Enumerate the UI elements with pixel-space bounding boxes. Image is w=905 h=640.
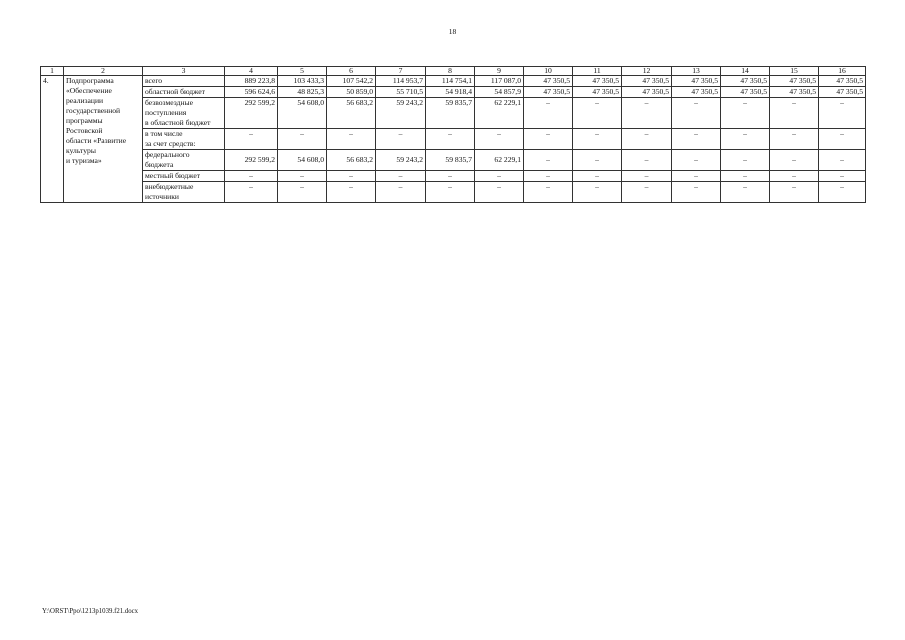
table-row — [41, 87, 866, 98]
value-cell: – — [770, 98, 819, 129]
value-cell: 107 542,2 — [327, 76, 376, 87]
column-header: 12 — [622, 67, 672, 76]
value-cell: – — [721, 98, 770, 129]
page-number: 18 — [448, 27, 457, 36]
value-cell: 54 857,9 — [475, 87, 524, 98]
column-header: 5 — [278, 67, 327, 76]
value-cell: – — [524, 150, 573, 171]
funding-source-label-line: за счет средств: — [145, 139, 196, 148]
column-header: 2 — [64, 67, 143, 76]
value-cell: 47 350,5 — [721, 76, 770, 87]
value-cell: – — [770, 182, 819, 203]
subprogram-name-line: государственной — [66, 106, 121, 115]
value-cell: 47 350,5 — [672, 76, 721, 87]
column-header: 3 — [143, 67, 225, 76]
budget-table — [40, 66, 866, 203]
value-cell: 47 350,5 — [524, 87, 573, 98]
file-path-footer: Y:\ORST\Ppo\1213p1039.f21.docx — [42, 608, 139, 615]
column-header: 1 — [41, 67, 64, 76]
value-cell: 55 710,5 — [376, 87, 426, 98]
funding-source-label: областной бюджет — [143, 87, 225, 98]
value-cell: – — [672, 182, 721, 203]
value-cell: 47 350,5 — [770, 87, 819, 98]
value-cell: 47 350,5 — [622, 87, 672, 98]
value-cell: – — [475, 129, 524, 150]
funding-source-label-line: в том числе — [145, 129, 183, 138]
column-header: 15 — [770, 67, 819, 76]
table-row — [41, 171, 866, 182]
subprogram-name-line: Подпрограмма — [66, 76, 114, 85]
value-cell: – — [278, 171, 327, 182]
value-cell: 59 243,2 — [376, 150, 426, 171]
value-cell: – — [573, 98, 622, 129]
value-cell: – — [376, 171, 426, 182]
value-cell: – — [622, 98, 672, 129]
value-cell: – — [278, 129, 327, 150]
subprogram-name-line: области «Развитие — [66, 136, 127, 145]
subprogram-name-line: «Обеспечение — [66, 86, 112, 95]
value-cell: – — [524, 129, 573, 150]
value-cell: 47 350,5 — [524, 76, 573, 87]
value-cell: – — [327, 171, 376, 182]
value-cell: – — [622, 150, 672, 171]
value-cell: 47 350,5 — [573, 87, 622, 98]
funding-source-label — [143, 98, 225, 129]
value-cell: – — [770, 150, 819, 171]
value-cell: – — [524, 182, 573, 203]
value-cell: 292 599,2 — [225, 150, 278, 171]
value-cell: – — [225, 171, 278, 182]
value-cell: – — [524, 171, 573, 182]
value-cell: 47 350,5 — [622, 76, 672, 87]
column-header: 7 — [376, 67, 426, 76]
value-cell: 56 683,2 — [327, 98, 376, 129]
value-cell: – — [672, 98, 721, 129]
value-cell: – — [721, 182, 770, 203]
column-header: 6 — [327, 67, 376, 76]
funding-source-label-line: безвозмездные — [145, 98, 193, 107]
value-cell: 103 433,3 — [278, 76, 327, 87]
funding-source-label — [143, 150, 225, 171]
value-cell: – — [819, 98, 866, 129]
row-number-cell: 4. — [41, 76, 64, 203]
value-cell: 117 087,0 — [475, 76, 524, 87]
table-row — [41, 98, 866, 129]
value-cell: 47 350,5 — [819, 87, 866, 98]
value-cell: – — [672, 129, 721, 150]
value-cell: – — [426, 171, 475, 182]
budget-table-body — [41, 76, 866, 203]
funding-source-label-line: источники — [145, 192, 179, 201]
column-header: 11 — [573, 67, 622, 76]
value-cell: – — [819, 129, 866, 150]
subprogram-name-line: реализации — [66, 96, 104, 105]
column-header: 14 — [721, 67, 770, 76]
funding-source-label-line: в областной бюджет — [145, 118, 211, 127]
value-cell: – — [524, 98, 573, 129]
value-cell: 889 223,8 — [225, 76, 278, 87]
table-row — [41, 129, 866, 150]
funding-source-label — [143, 182, 225, 203]
value-cell: 54 918,4 — [426, 87, 475, 98]
value-cell: – — [672, 171, 721, 182]
funding-source-label-line: бюджета — [145, 160, 174, 169]
funding-source-label — [143, 129, 225, 150]
value-cell: – — [225, 182, 278, 203]
funding-source-label: местный бюджет — [143, 171, 225, 182]
value-cell: – — [573, 129, 622, 150]
table-row — [41, 76, 866, 87]
value-cell: – — [819, 171, 866, 182]
value-cell: – — [622, 182, 672, 203]
subprogram-name-line: культуры — [66, 146, 96, 155]
value-cell: – — [278, 182, 327, 203]
value-cell: 62 229,1 — [475, 98, 524, 129]
table-row — [41, 150, 866, 171]
value-cell: – — [573, 182, 622, 203]
value-cell: 56 683,2 — [327, 150, 376, 171]
column-header: 4 — [225, 67, 278, 76]
subprogram-name-cell — [64, 76, 143, 203]
value-cell: – — [573, 150, 622, 171]
value-cell: 596 624,6 — [225, 87, 278, 98]
table-row — [41, 182, 866, 203]
value-cell: 54 608,0 — [278, 150, 327, 171]
value-cell: – — [770, 171, 819, 182]
value-cell: – — [426, 182, 475, 203]
value-cell: 114 754,1 — [426, 76, 475, 87]
value-cell: – — [622, 129, 672, 150]
value-cell: 47 350,5 — [770, 76, 819, 87]
subprogram-name-line: программы — [66, 116, 103, 125]
value-cell: 48 825,3 — [278, 87, 327, 98]
column-header: 9 — [475, 67, 524, 76]
funding-source-label: всего — [143, 76, 225, 87]
value-cell: – — [622, 171, 672, 182]
value-cell: 292 599,2 — [225, 98, 278, 129]
value-cell: 47 350,5 — [573, 76, 622, 87]
value-cell: – — [721, 171, 770, 182]
value-cell: 47 350,5 — [672, 87, 721, 98]
value-cell: – — [819, 182, 866, 203]
value-cell: 47 350,5 — [819, 76, 866, 87]
value-cell: – — [770, 129, 819, 150]
value-cell: 59 243,2 — [376, 98, 426, 129]
funding-source-label-line: внебюджетные — [145, 182, 194, 191]
value-cell: – — [376, 129, 426, 150]
value-cell: 47 350,5 — [721, 87, 770, 98]
value-cell: – — [327, 182, 376, 203]
subprogram-name-line: и туризма» — [66, 156, 102, 165]
value-cell: – — [672, 150, 721, 171]
value-cell: 62 229,1 — [475, 150, 524, 171]
subprogram-name-line: Ростовской — [66, 126, 103, 135]
value-cell: – — [721, 150, 770, 171]
funding-source-label-line: федерального — [145, 150, 190, 159]
value-cell: – — [721, 129, 770, 150]
value-cell: – — [819, 150, 866, 171]
value-cell: 114 953,7 — [376, 76, 426, 87]
value-cell: 54 608,0 — [278, 98, 327, 129]
column-header: 13 — [672, 67, 721, 76]
value-cell: – — [327, 129, 376, 150]
value-cell: – — [225, 129, 278, 150]
value-cell: 59 835,7 — [426, 150, 475, 171]
value-cell: – — [376, 182, 426, 203]
value-cell: – — [426, 129, 475, 150]
funding-source-label-line: поступления — [145, 108, 187, 117]
value-cell: 50 859,0 — [327, 87, 376, 98]
column-header: 16 — [819, 67, 866, 76]
value-cell: 59 835,7 — [426, 98, 475, 129]
column-header: 8 — [426, 67, 475, 76]
column-header: 10 — [524, 67, 573, 76]
column-number-row — [41, 67, 866, 76]
value-cell: – — [573, 171, 622, 182]
value-cell: – — [475, 182, 524, 203]
value-cell: – — [475, 171, 524, 182]
